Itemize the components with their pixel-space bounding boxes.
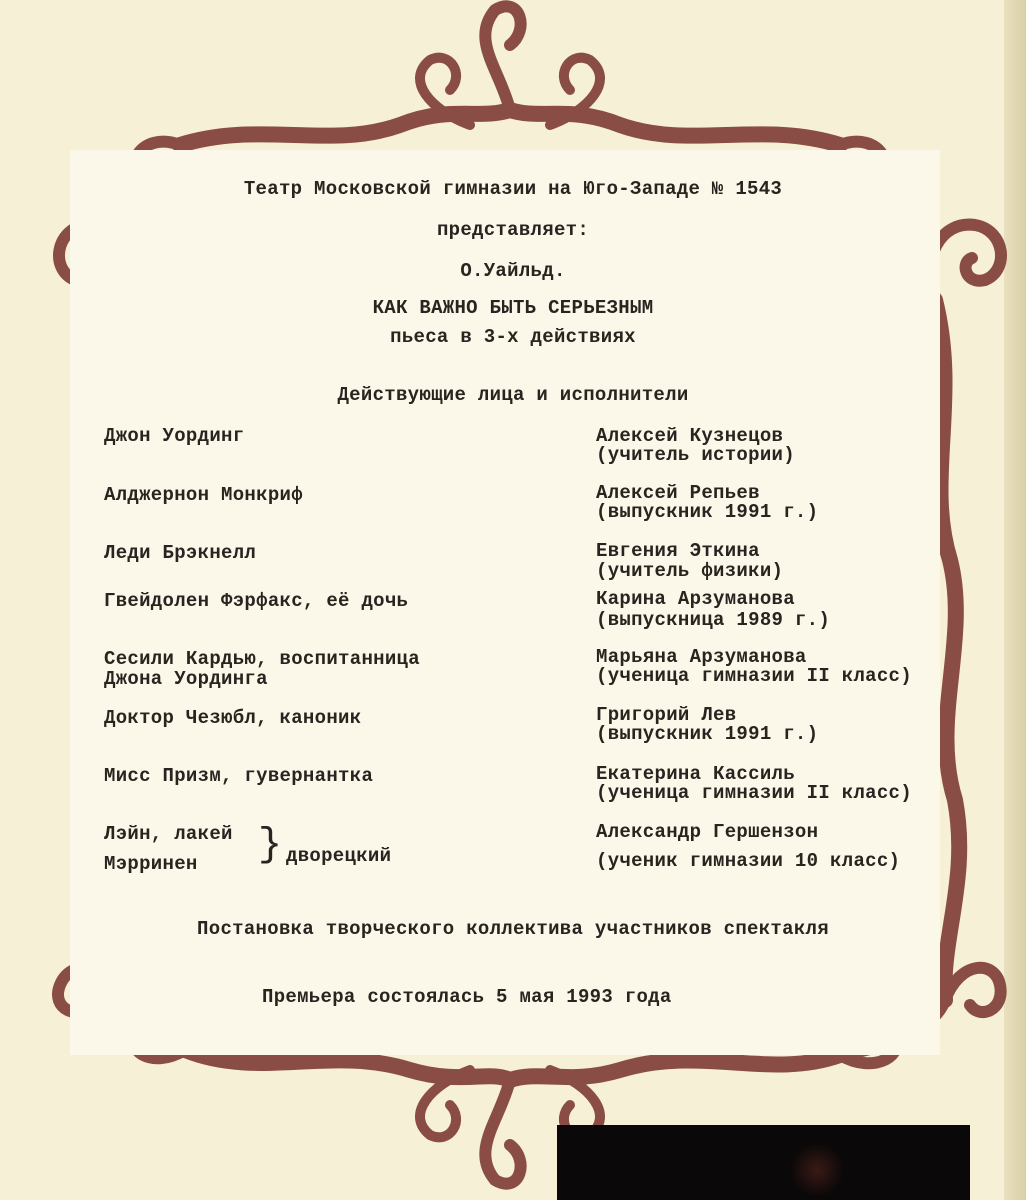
actor-note: (выпускник 1991 г.) (596, 501, 819, 523)
presents-line: представляет: (436, 219, 590, 241)
actor-note: (учитель истории) (596, 444, 795, 466)
role-name: Мэрринен (104, 853, 198, 875)
role-name: Сесили Кардью, воспитанница (104, 648, 420, 670)
actor-name: Алексей Кузнецов (596, 425, 784, 447)
role-name: Гвейдолен Фэрфакс, её дочь (104, 590, 409, 612)
actor-name: Марьяна Арзуманова (596, 646, 807, 668)
actor-name: Александр Гершензон (596, 821, 819, 843)
brace-glyph: } (258, 823, 283, 868)
actor-name: Евгения Эткина (596, 540, 760, 562)
play-title: КАК ВАЖНО БЫТЬ СЕРЬЕЗНЫМ (372, 297, 654, 319)
actor-name: Екатерина Кассиль (596, 763, 795, 785)
theatre-name: Театр Московской гимназии на Юго-Западе № 1543 (243, 178, 783, 200)
actor-name: Григорий Лев (596, 704, 737, 726)
role-group-label: дворецкий (286, 845, 392, 867)
role-name: Леди Брэкнелл (104, 542, 257, 564)
role-name: Мисс Призм, гувернантка (104, 765, 374, 787)
author-name: О.Уайльд. (460, 260, 566, 282)
actor-note: (выпускник 1991 г.) (596, 723, 819, 745)
role-name: Лэйн, лакей (104, 823, 233, 845)
actor-note: (ученица гимназии II класс) (596, 665, 912, 687)
actor-note: (выпускница 1989 г.) (596, 609, 831, 631)
role-name: Доктор Чезюбл, каноник (104, 707, 362, 729)
premiere-date: Премьера состоялась 5 мая 1993 года (262, 986, 672, 1008)
actor-note: (учитель физики) (596, 560, 784, 582)
cast-heading: Действующие лица и исполнители (337, 384, 689, 406)
production-credit: Постановка творческого коллектива участников спектакля (197, 918, 829, 940)
role-name: Алджернон Монкриф (104, 484, 303, 506)
play-subtitle: пьеса в 3-х действиях (390, 326, 636, 348)
actor-name: Алексей Репьев (596, 482, 760, 504)
role-name: Джон Уординг (104, 425, 245, 447)
actor-note: (ученик гимназии 10 класс) (596, 850, 901, 872)
photo-strip (557, 1125, 970, 1200)
role-name-continued: Джона Уординга (104, 668, 268, 690)
actor-name: Карина Арзуманова (596, 588, 795, 610)
actor-note: (ученица гимназии II класс) (596, 782, 912, 804)
